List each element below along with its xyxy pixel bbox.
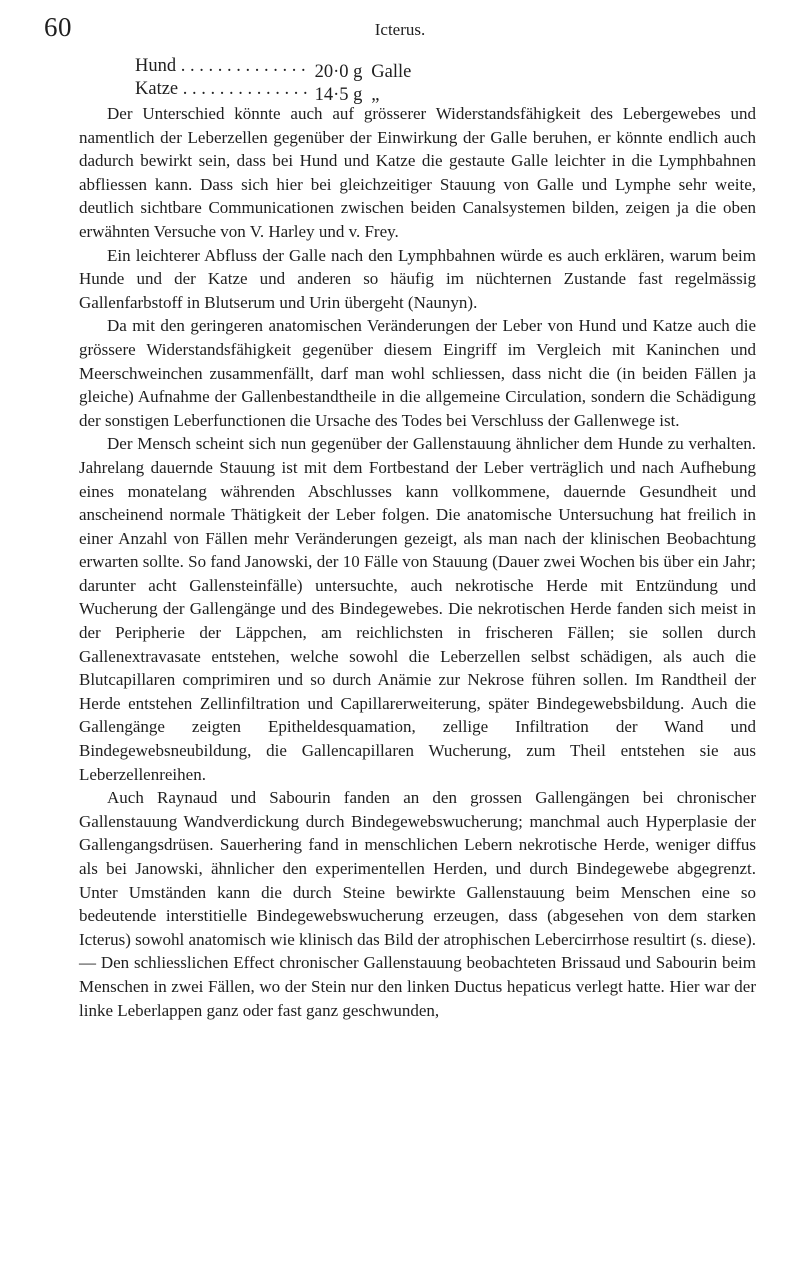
body-text: [79, 102, 756, 1022]
paragraph: Der Mensch scheint sich nun gegenüber der Gallenstauung ähnlicher dem Hunde zu verhalten. Jahrelang dauernde Stauung ist mit dem Fortbestand der Leber verträglich und nach Aufhebung eines monatelang währenden Abschlusses kann vollkommene, dauernde Gesundheit und anscheinend normale Thätigkeit der Leber folgen. Die anatomische Untersuchung hat freilich in einer Anzahl von Fällen mehr Veränderungen gezeigt, als man nach der klinischen Beobachtung erwarten sollte. So fand Janowski, der 10 Fälle von Stauung (Dauer zwei Wochen bis über ein Jahr; darunter acht Gallensteinfälle) untersuchte, auch nekrotische Herde mit Entzündung und Wucherung der Gallengänge und des Bindegewebes. Die nekrotischen Herde fanden sich meist in der Peripherie der Läppchen, am reichlichsten in frischeren Fällen; sie sollen durch Gallenextravasate entstehen, welche sowohl die Leberzellen selbst schädigen, als auch die Blutcapillaren comprimiren und so durch Anämie zur Nekrose führen sollen. Im Randtheil der Herde entstehen Zellinfiltration und Capillarerweiterung, später Bindegewebsbildung. Auch die Gallengänge zeigten Epitheldesquamation, zellige Infiltration der Wand und Bindegewebsneubildung, die Gallencapillaren Wucherung, zum Theil entstehen sie aus Leberzellenreihen.: [79, 434, 756, 784]
bile-quantity-table: [135, 56, 412, 105]
animal-label: Katze . . .: [135, 79, 310, 100]
paragraph: Auch Raynaud und Sabourin fanden an den grossen Gallengängen bei chronischer Gallenstauung Wandverdickung durch Bindegewebswucherung; manchmal auch Hyperplasie der Gallengangsdrüsen. Sauerhering fand in menschlichen Lebern nekrotische Herde, weniger diffus als bei Janowski, ähnlicher den experimentellen Herden, und durch Bindegewebe abgegrenzt. Unter Umständen kann die durch Steine bewirkte Gallenstauung beim Menschen eine so bedeutende interstitielle Bindegewebswucherung erzeugen, dass (abgesehen von dem starken Icterus) sowohl anatomisch wie klinisch das Bild der atrophischen Lebercirrhose resultirt (s. diese). — Den schliesslichen Effect chronischer Gallenstauung beobachteten Brissaud und Sabourin beim Menschen in zwei Fällen, wo der Stein nur den linken Ductus hepaticus verlegt hatte. Hier war der linke Leberlappen ganz oder fast ganz geschwunden,: [79, 788, 756, 1020]
paragraph: Der Unterschied könnte auch auf grösserer Widerstandsfähigkeit des Lebergewebes und namentlich der Leberzellen gegenüber der Einwirkung der Galle beruhen, er könnte endlich auch dadurch bewirkt sein, dass bei Hund und Katze die gestaute Galle leichter in die Lymphbahnen abfliessen kann. Dass sich hier bei gleichzeitiger Stauung von Galle und Lymphe sehr weite, deutlich sichtbare Communicationen zwischen beiden Canalsystemen bilden, zeigen ja die oben erwähnten Versuche von V. Harley und v. Frey.: [79, 104, 756, 241]
running-title: Icterus.: [374, 20, 426, 39]
bile-amount: 14·5 g: [314, 85, 363, 105]
table-row: [135, 79, 411, 105]
ditto-mark: „: [371, 85, 380, 105]
paragraph: Ein leichterer Abfluss der Galle nach den Lymphbahnen würde es auch erklären, warum beim Hunde und der Katze und anderen so häufig im nüchternen Zustande fast regelmässig Gallenfarbstoff in Blutserum und Urin übergeht (Naunyn).: [79, 245, 756, 312]
bile-amount: 20·0 g: [314, 62, 363, 82]
paragraph: Da mit den geringeren anatomischen Veränderungen der Leber von Hund und Katze auch die grössere Widerstandsfähigkeit gegenüber diesem Eingriff im Vergleich mit Kaninchen und Meerschweinchen zusammenfällt, darf man wohl schliessen, dass nicht die (in beiden Fällen ja gleiche) Aufnahme der Gallenbestandtheile in die allgemeine Circulation, sondern die Schädigung der sonstigen Leberfunctionen die Ursache des Todes bei Verschluss der Gallenwege ist.: [79, 316, 756, 430]
page-header: [0, 6, 800, 46]
page-number: 60: [44, 12, 72, 42]
animal-label: Hund . . .: [135, 56, 310, 77]
bile-unit: Galle: [371, 62, 412, 82]
table-row: [135, 56, 412, 82]
